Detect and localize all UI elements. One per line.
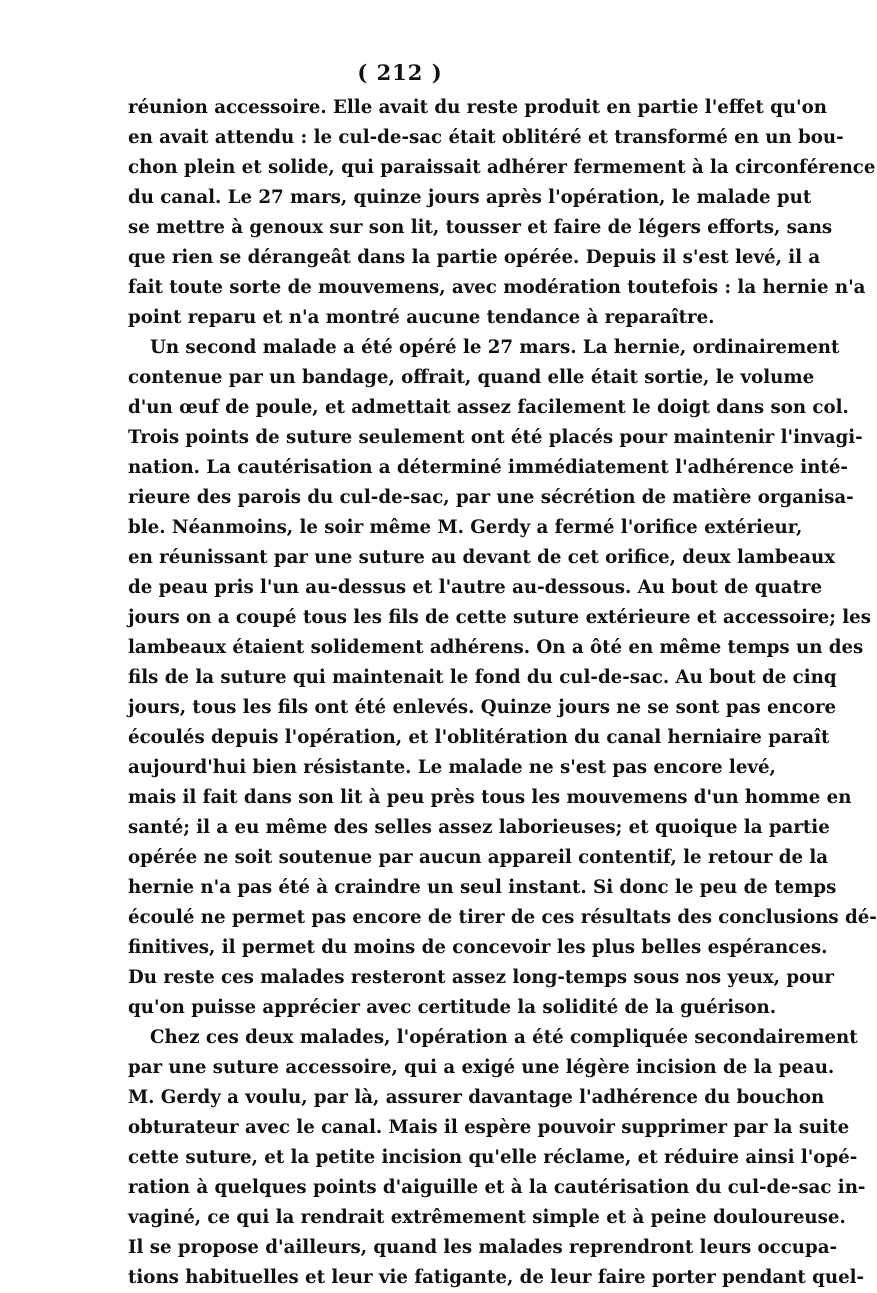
text-line: M. Gerdy a voulu, par là, assurer davantage l'adhérence du bouchon: [128, 1087, 825, 1108]
text-line: jours, tous les fils ont été enlevés. Quinze jours ne se sont pas encore: [128, 697, 837, 718]
paragraph: [128, 333, 877, 1023]
text-line: Il se propose d'ailleurs, quand les malades reprendront leurs occupa-: [128, 1237, 838, 1258]
text-line: fils de la suture qui maintenait le fond du cul-de-sac. Au bout de cinq: [128, 667, 837, 688]
text-line: obturateur avec le canal. Mais il espère pouvoir supprimer par la suite: [128, 1117, 850, 1138]
text-line: mais il fait dans son lit à peu près tous les mouvemens d'un homme en: [128, 787, 852, 808]
text-line: opérée ne soit soutenue par aucun appareil contentif, le retour de la: [128, 847, 829, 868]
text-line: écoulés depuis l'opération, et l'oblitération du canal herniaire paraît: [128, 727, 830, 748]
text-line: écoulé ne permet pas encore de tirer de ces résultats des conclusions dé-: [128, 907, 877, 928]
text-line: jours on a coupé tous les fils de cette suture extérieure et accessoire; les: [128, 607, 871, 628]
text-line: hernie n'a pas été à craindre un seul instant. Si donc le peu de temps: [128, 877, 837, 898]
text-line: tions habituelles et leur vie fatigante, de leur faire porter pendant quel-: [128, 1267, 865, 1288]
text-line: Du reste ces malades resteront assez long-temps sous nos yeux, pour: [128, 967, 834, 988]
text-line: nation. La cautérisation a déterminé immédiatement l'adhérence inté-: [128, 457, 848, 478]
text-line: santé; il a eu même des selles assez laborieuses; et quoique la partie: [128, 817, 830, 838]
text-line: en réunissant par une suture au devant de cet orifice, deux lambeaux: [128, 547, 836, 568]
text-line: lambeaux étaient solidement adhérens. On a ôté en même temps un des: [128, 637, 864, 658]
text-line: réunion accessoire. Elle avait du reste produit en partie l'effet qu'on: [128, 97, 827, 118]
text-line: de peau pris l'un au-dessus et l'autre au-dessous. Au bout de quatre: [128, 577, 823, 598]
text-line: d'un œuf de poule, et admettait assez facilement le doigt dans son col.: [128, 397, 849, 418]
text-line: Un second malade a été opéré le 27 mars. La hernie, ordinairement: [150, 337, 840, 358]
text-line: Trois points de suture seulement ont été placés pour maintenir l'invagi-: [128, 427, 863, 448]
text-line: fait toute sorte de mouvemens, avec modération toutefois : la hernie n'a: [128, 277, 866, 298]
text-line: qu'on puisse apprécier avec certitude la solidité de la guérison.: [128, 997, 777, 1018]
page-number: ( 212 ): [357, 60, 443, 85]
text-line: du canal. Le 27 mars, quinze jours après l'opération, le malade put: [128, 187, 812, 208]
text-line: par une suture accessoire, qui a exigé une légère incision de la peau.: [128, 1057, 835, 1078]
text-line: contenue par un bandage, offrait, quand elle était sortie, le volume: [128, 367, 815, 388]
text-line: point reparu et n'a montré aucune tendance à reparaître.: [128, 307, 715, 328]
text-line: Chez ces deux malades, l'opération a été compliquée secondairement: [150, 1027, 858, 1048]
text-line: ration à quelques points d'aiguille et à la cautérisation du cul-de-sac in-: [128, 1177, 866, 1198]
text-line: que rien se dérangeât dans la partie opérée. Depuis il s'est levé, il a: [128, 247, 821, 268]
text-line: ble. Néanmoins, le soir même M. Gerdy a fermé l'orifice extérieur,: [128, 517, 803, 538]
text-line: se mettre à genoux sur son lit, tousser et faire de légers efforts, sans: [128, 217, 833, 238]
text-line: finitives, il permet du moins de concevoir les plus belles espérances.: [128, 937, 828, 958]
text-line: en avait attendu : le cul-de-sac était oblitéré et transformé en un bou-: [128, 127, 844, 148]
text-line: chon plein et solide, qui paraissait adhérer fermement à la circonférence: [128, 157, 876, 178]
body-text: [128, 93, 877, 1293]
text-line: aujourd'hui bien résistante. Le malade ne s'est pas encore levé,: [128, 757, 776, 778]
paragraph: [128, 1023, 866, 1293]
text-line: cette suture, et la petite incision qu'elle réclame, et réduire ainsi l'opé-: [128, 1147, 858, 1168]
paragraph: [128, 93, 876, 333]
text-line: vaginé, ce qui la rendrait extrêmement simple et à peine douloureuse.: [128, 1207, 846, 1228]
text-line: rieure des parois du cul-de-sac, par une sécrétion de matière organisa-: [128, 487, 854, 508]
